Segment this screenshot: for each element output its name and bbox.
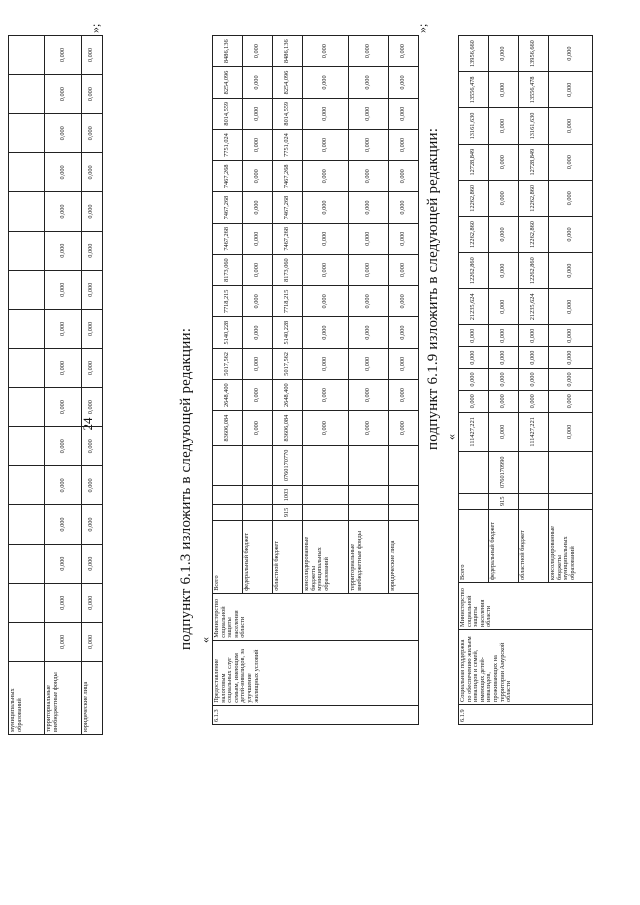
value-cell: 0,000 <box>243 380 273 411</box>
value-cell: 111427,221 <box>519 412 549 451</box>
value-cell: 0,000 <box>81 114 103 153</box>
table-row <box>459 36 489 725</box>
row-label: областной бюджет <box>519 509 549 582</box>
value-cell: 0,000 <box>489 216 519 252</box>
grbs-code <box>349 505 389 521</box>
value-cell: 0,000 <box>489 144 519 180</box>
value-cell: 0,000 <box>389 348 419 379</box>
executor: Министерство социальной защиты населения области <box>459 582 593 629</box>
value-cell: 12262,860 <box>459 216 489 252</box>
csr-code <box>549 451 593 493</box>
value-cell: 0,000 <box>349 380 389 411</box>
value-cell: 0,000 <box>349 129 389 160</box>
value-cell: 21235,624 <box>519 289 549 325</box>
value-cell: 0,000 <box>243 223 273 254</box>
value-cell: 0,000 <box>243 67 273 98</box>
grbs-code <box>459 493 489 509</box>
value-cell: 0,000 <box>45 544 81 583</box>
value-cell: 5140,228 <box>213 317 243 348</box>
value-cell: 12262,860 <box>519 216 549 252</box>
value-cell: 0,000 <box>45 583 81 622</box>
value-cell: 0,000 <box>45 349 81 388</box>
value-cell: 0,000 <box>389 254 419 285</box>
value-cell: 12728,849 <box>519 144 549 180</box>
csr-code: 0760170990 <box>489 451 519 493</box>
value-cell: 0,000 <box>489 253 519 289</box>
row-label: муниципальных образований <box>9 662 45 735</box>
value-cell: 0,000 <box>81 349 103 388</box>
value-cell: 0,000 <box>81 75 103 114</box>
continuation-table <box>8 35 103 735</box>
value-cell: 0,000 <box>549 108 593 144</box>
value-cell: 2648,400 <box>213 380 243 411</box>
value-cell: 0,000 <box>81 231 103 270</box>
value-cell: 0,000 <box>81 622 103 661</box>
value-cell: 0,000 <box>349 348 389 379</box>
row-label: территориальные внебюджетные фонды <box>349 520 389 593</box>
value-cell: 0,000 <box>243 98 273 129</box>
value-cell: 0,000 <box>45 466 81 505</box>
value-cell: 0,000 <box>243 36 273 67</box>
value-cell: 0,000 <box>45 153 81 192</box>
value-cell: 0,000 <box>349 161 389 192</box>
value-cell: 7751,024 <box>273 129 303 160</box>
value-cell: 0,000 <box>549 369 593 391</box>
value-cell: 0,000 <box>389 223 419 254</box>
section-heading: подпункт 6.1.9 изложить в следующей редакции: <box>425 127 441 450</box>
rz-code <box>349 485 389 504</box>
csr-code <box>303 445 349 485</box>
value-cell <box>9 427 45 466</box>
value-cell: 7467,268 <box>213 223 243 254</box>
value-cell: 0,000 <box>389 67 419 98</box>
item-number: 6.1.9 <box>459 704 593 724</box>
value-cell: 5017,562 <box>273 348 303 379</box>
value-cell: 0,000 <box>489 412 519 451</box>
value-cell: 0,000 <box>349 192 389 223</box>
value-cell <box>9 231 45 270</box>
value-cell <box>9 114 45 153</box>
value-cell: 0,000 <box>549 325 593 347</box>
value-cell: 7467,268 <box>213 192 243 223</box>
value-cell: 0,000 <box>303 36 349 67</box>
value-cell: 0,000 <box>389 161 419 192</box>
value-cell: 8254,096 <box>213 67 243 98</box>
value-cell: 0,000 <box>81 388 103 427</box>
value-cell <box>9 153 45 192</box>
value-cell: 12262,860 <box>519 253 549 289</box>
value-cell: 7467,268 <box>273 223 303 254</box>
value-cell: 0,000 <box>303 348 349 379</box>
executor: Министерство социальной защиты населения области <box>213 593 419 640</box>
value-cell: 0,000 <box>303 161 349 192</box>
value-cell: 0,000 <box>303 254 349 285</box>
value-cell: 0,000 <box>81 192 103 231</box>
value-cell: 13161,630 <box>459 108 489 144</box>
value-cell: 83606,084 <box>273 411 303 446</box>
value-cell: 0,000 <box>549 390 593 412</box>
value-cell: 0,000 <box>459 390 489 412</box>
grbs-code <box>243 505 273 521</box>
value-cell: 5017,562 <box>213 348 243 379</box>
value-cell: 13161,630 <box>519 108 549 144</box>
value-cell: 0,000 <box>243 317 273 348</box>
csr-code: 0760170770 <box>273 445 303 485</box>
value-cell: 0,000 <box>45 192 81 231</box>
csr-code <box>519 451 549 493</box>
value-cell: 0,000 <box>45 622 81 661</box>
csr-code <box>349 445 389 485</box>
value-cell: 0,000 <box>81 466 103 505</box>
opening-quote: « <box>444 434 458 440</box>
csr-code <box>389 445 419 485</box>
value-cell: 0,000 <box>81 427 103 466</box>
value-cell: 0,000 <box>303 411 349 446</box>
value-cell: 0,000 <box>349 286 389 317</box>
value-cell: 0,000 <box>489 289 519 325</box>
value-cell: 8486,136 <box>213 36 243 67</box>
item-name: Предоставление налоговым социальных слуг семьям, имеющим детей-инвалидов, за улучшение жилищных условий <box>213 640 419 705</box>
csr-code <box>459 451 489 493</box>
value-cell: 0,000 <box>81 36 103 75</box>
value-cell <box>9 505 45 544</box>
value-cell: 0,000 <box>549 36 593 72</box>
value-cell: 13556,478 <box>519 72 549 108</box>
value-cell: 0,000 <box>459 347 489 369</box>
value-cell: 5140,228 <box>273 317 303 348</box>
value-cell: 0,000 <box>489 72 519 108</box>
value-cell: 0,000 <box>45 388 81 427</box>
value-cell: 0,000 <box>303 286 349 317</box>
value-cell: 0,000 <box>81 505 103 544</box>
value-cell: 7467,268 <box>273 192 303 223</box>
value-cell: 0,000 <box>389 411 419 446</box>
value-cell: 0,000 <box>549 347 593 369</box>
value-cell: 8173,060 <box>213 254 243 285</box>
rz-code <box>243 485 273 504</box>
value-cell: 0,000 <box>489 369 519 391</box>
value-cell: 0,000 <box>81 583 103 622</box>
value-cell <box>9 544 45 583</box>
grbs-code <box>213 505 243 521</box>
program-table-6-1-9 <box>458 35 593 725</box>
row-label: юридические лица <box>389 520 419 593</box>
value-cell: 0,000 <box>303 67 349 98</box>
value-cell: 0,000 <box>45 231 81 270</box>
value-cell: 0,000 <box>243 192 273 223</box>
value-cell: 0,000 <box>389 380 419 411</box>
table-row <box>81 36 103 735</box>
table-end-mark: »; <box>88 23 102 33</box>
value-cell: 0,000 <box>549 289 593 325</box>
row-label: территориальные внебюджетные фонды <box>45 662 81 735</box>
value-cell: 0,000 <box>45 75 81 114</box>
value-cell: 0,000 <box>303 129 349 160</box>
csr-code <box>213 445 243 485</box>
grbs-code: 915 <box>489 493 519 509</box>
value-cell <box>9 583 45 622</box>
value-cell <box>9 466 45 505</box>
value-cell: 12262,860 <box>519 180 549 216</box>
value-cell: 0,000 <box>349 98 389 129</box>
value-cell: 0,000 <box>459 369 489 391</box>
page-number: 24 <box>80 417 95 431</box>
row-label: Всего <box>459 509 489 582</box>
value-cell: 0,000 <box>389 36 419 67</box>
value-cell: 0,000 <box>549 180 593 216</box>
value-cell: 13556,478 <box>459 72 489 108</box>
value-cell: 83606,084 <box>213 411 243 446</box>
value-cell: 0,000 <box>349 254 389 285</box>
value-cell: 0,000 <box>45 270 81 309</box>
rz-code <box>213 485 243 504</box>
value-cell: 8173,060 <box>273 254 303 285</box>
value-cell: 0,000 <box>303 380 349 411</box>
grbs-code <box>519 493 549 509</box>
value-cell: 0,000 <box>519 369 549 391</box>
row-label: консолидированные бюджеты муниципальных образований <box>303 520 349 593</box>
value-cell: 0,000 <box>303 317 349 348</box>
value-cell: 0,000 <box>81 544 103 583</box>
row-label: областной бюджет <box>273 520 303 593</box>
value-cell: 0,000 <box>389 192 419 223</box>
value-cell: 0,000 <box>389 286 419 317</box>
grbs-code <box>303 505 349 521</box>
value-cell: 0,000 <box>349 411 389 446</box>
value-cell: 0,000 <box>549 72 593 108</box>
value-cell: 0,000 <box>489 108 519 144</box>
value-cell: 0,000 <box>389 317 419 348</box>
value-cell: 0,000 <box>349 67 389 98</box>
value-cell <box>9 270 45 309</box>
row-label: федеральный бюджет <box>489 509 519 582</box>
value-cell: 8014,559 <box>273 98 303 129</box>
value-cell: 0,000 <box>45 505 81 544</box>
value-cell: 0,000 <box>549 144 593 180</box>
row-label: Всего <box>213 520 243 593</box>
value-cell: 0,000 <box>549 216 593 252</box>
row-label: федеральный бюджет <box>243 520 273 593</box>
value-cell: 0,000 <box>81 153 103 192</box>
csr-code <box>243 445 273 485</box>
value-cell: 12262,860 <box>459 253 489 289</box>
grbs-code <box>549 493 593 509</box>
value-cell <box>9 388 45 427</box>
value-cell: 0,000 <box>489 180 519 216</box>
value-cell: 7718,215 <box>273 286 303 317</box>
value-cell: 0,000 <box>519 325 549 347</box>
value-cell: 8486,136 <box>273 36 303 67</box>
value-cell: 0,000 <box>243 286 273 317</box>
value-cell <box>9 36 45 75</box>
value-cell: 0,000 <box>303 192 349 223</box>
table-row <box>45 36 81 735</box>
table-row <box>9 36 45 735</box>
value-cell <box>9 75 45 114</box>
value-cell: 12262,860 <box>459 180 489 216</box>
value-cell: 0,000 <box>459 325 489 347</box>
value-cell: 0,000 <box>549 253 593 289</box>
grbs-code: 915 <box>273 505 303 521</box>
table-end-mark: »; <box>415 23 429 33</box>
value-cell: 0,000 <box>243 129 273 160</box>
value-cell: 0,000 <box>489 36 519 72</box>
rz-code: 1003 <box>273 485 303 504</box>
value-cell: 0,000 <box>243 161 273 192</box>
value-cell: 111427,221 <box>459 412 489 451</box>
grbs-code <box>389 505 419 521</box>
value-cell: 2648,400 <box>273 380 303 411</box>
value-cell: 0,000 <box>519 390 549 412</box>
item-name: Социальная поддержка по обеспечению жильем инвалидов и семей, имеющих детей-инвалидов, проживающих на территории Амурской области <box>459 629 593 704</box>
value-cell <box>9 349 45 388</box>
value-cell: 7467,268 <box>273 161 303 192</box>
rz-code <box>389 485 419 504</box>
value-cell: 13956,660 <box>459 36 489 72</box>
value-cell: 0,000 <box>81 309 103 348</box>
value-cell: 0,000 <box>243 348 273 379</box>
value-cell: 0,000 <box>349 36 389 67</box>
value-cell: 12728,849 <box>459 144 489 180</box>
value-cell <box>9 309 45 348</box>
value-cell: 0,000 <box>489 390 519 412</box>
row-label: консолидированные бюджеты муниципальных образований <box>549 509 593 582</box>
value-cell: 0,000 <box>349 223 389 254</box>
value-cell: 21235,624 <box>459 289 489 325</box>
value-cell: 0,000 <box>519 347 549 369</box>
value-cell: 7467,268 <box>213 161 243 192</box>
value-cell <box>9 192 45 231</box>
value-cell: 0,000 <box>489 325 519 347</box>
row-label: юридические лица <box>81 662 103 735</box>
value-cell: 0,000 <box>489 347 519 369</box>
value-cell: 13956,660 <box>519 36 549 72</box>
value-cell: 0,000 <box>81 270 103 309</box>
value-cell: 0,000 <box>243 411 273 446</box>
value-cell: 0,000 <box>389 129 419 160</box>
value-cell: 0,000 <box>45 36 81 75</box>
rz-code <box>303 485 349 504</box>
value-cell: 8014,559 <box>213 98 243 129</box>
value-cell: 0,000 <box>303 98 349 129</box>
value-cell: 8254,096 <box>273 67 303 98</box>
value-cell: 7718,215 <box>213 286 243 317</box>
value-cell: 0,000 <box>389 98 419 129</box>
value-cell: 0,000 <box>549 412 593 451</box>
section-heading: подпункт 6.1.3 изложить в следующей редакции: <box>178 327 194 650</box>
value-cell: 0,000 <box>243 254 273 285</box>
opening-quote: « <box>198 637 212 643</box>
value-cell: 0,000 <box>349 317 389 348</box>
value-cell: 0,000 <box>45 309 81 348</box>
value-cell: 0,000 <box>45 114 81 153</box>
value-cell: 0,000 <box>45 427 81 466</box>
value-cell <box>9 622 45 661</box>
value-cell: 7751,024 <box>213 129 243 160</box>
item-number: 6.1.3 <box>213 705 419 724</box>
program-table-6-1-3 <box>212 35 419 725</box>
value-cell: 0,000 <box>303 223 349 254</box>
table-row <box>213 36 243 725</box>
